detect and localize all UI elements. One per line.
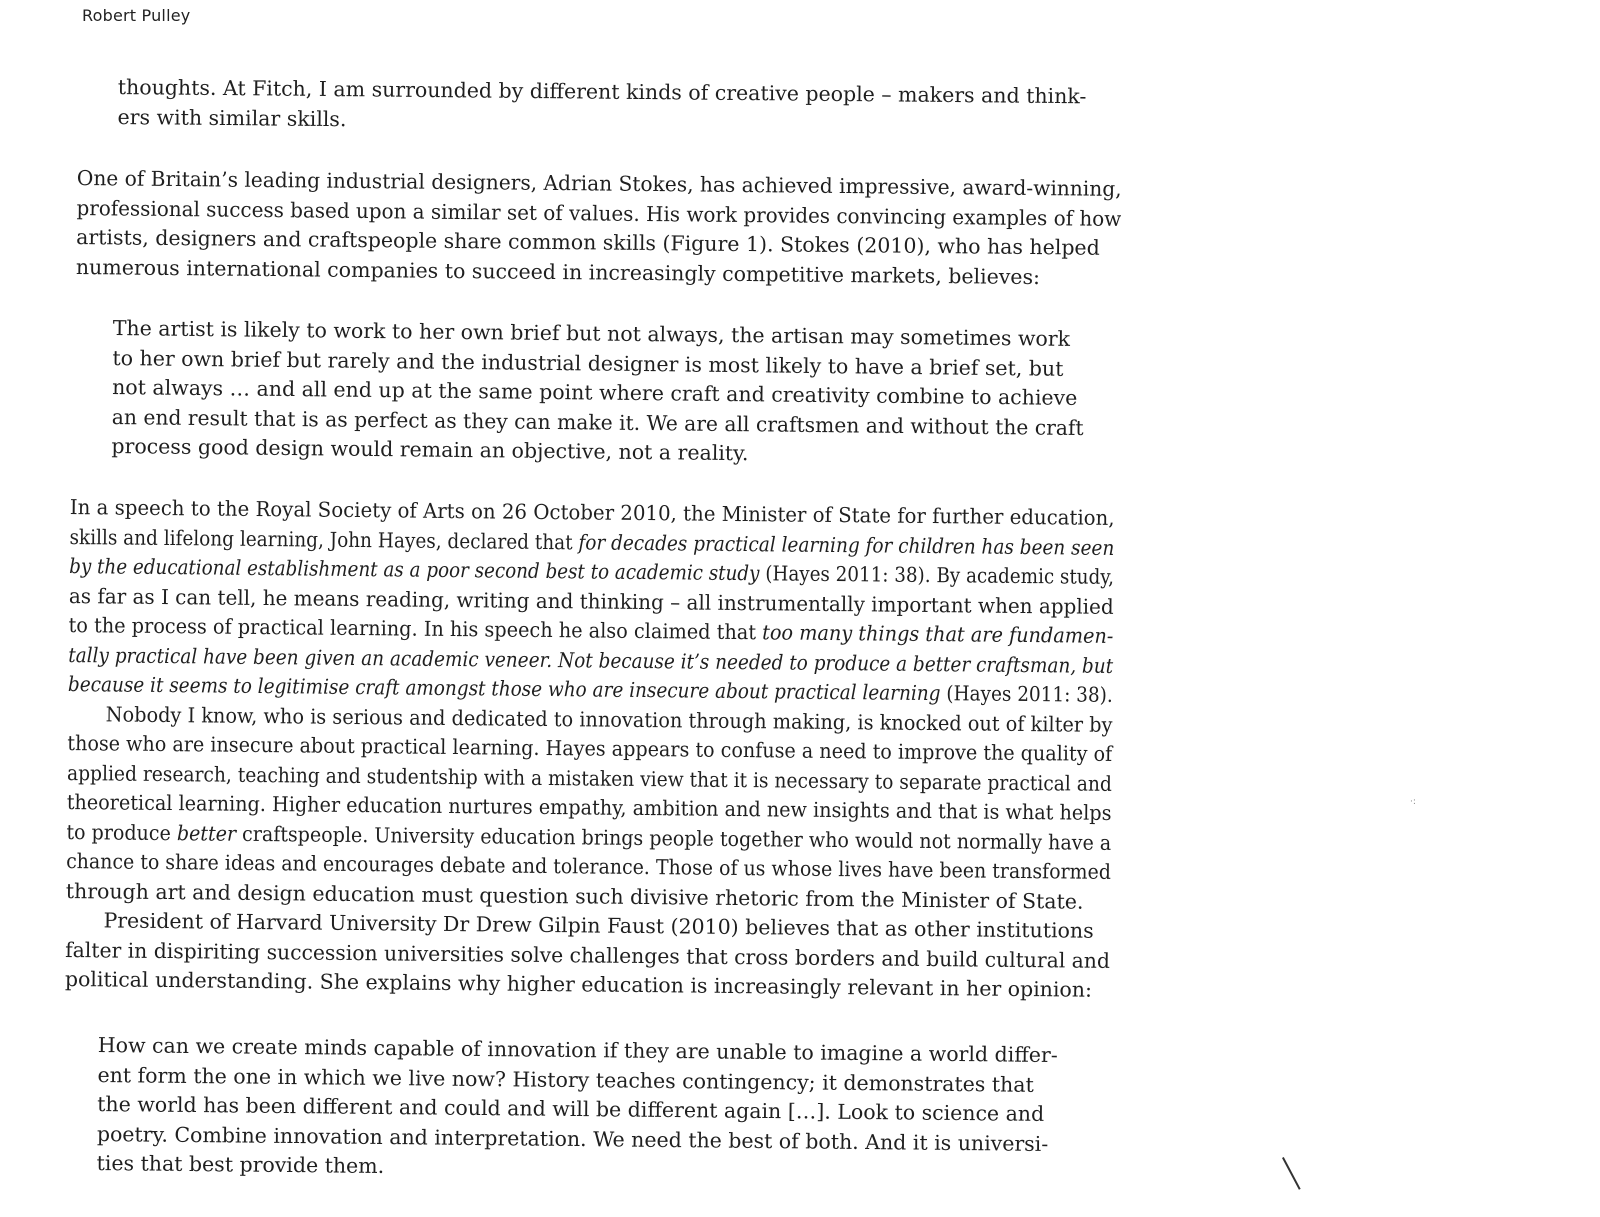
text-line: through art and design education must question such divisive rhetoric from the Minister of State. (65, 878, 1084, 914)
quote-line: the world has been different and could and will be different again […]. Look to science and (97, 1091, 1045, 1126)
quote-line: ent form the one in which we live now? History teaches contingency; it demonstrates that (97, 1062, 1034, 1097)
text-line: One of Britain’s leading industrial designers, Adrian Stokes, has achieved impressive, award-winning, (76, 165, 1122, 201)
block-quote-stokes (111, 314, 1085, 473)
text-run: to produce (66, 819, 178, 845)
body-text-flow (65, 493, 1115, 1005)
paragraph-stokes (76, 164, 1122, 293)
text-line: as far as I can tell, he means reading, writing and thinking – all instrumentally important when applied (68, 583, 1114, 619)
quote-line: an end result that is as perfect as they can make it. We are all craftsmen and without the craft (111, 404, 1084, 440)
quote-line: ties that best provide them. (96, 1150, 385, 1179)
scan-artifact-stroke (1282, 1157, 1301, 1190)
text-line: theoretical learning. Higher education nurtures empathy, ambition and new insights and that is what helps (66, 789, 1112, 825)
text-line: professional success based upon a similar set of values. His work provides convincing examples of how (76, 195, 1122, 231)
quoted-text: for decades practical learning for children has been seen (578, 529, 1115, 560)
text-run: (Hayes 2011: 38). By academic study, (759, 561, 1115, 589)
text-line: President of Harvard University Dr Drew Gilpin Faust (2010) believes that as other institutions (103, 908, 1094, 943)
text-run: skills and lifelong learning, John Hayes, declared that (69, 524, 579, 554)
quote-line: How can we create minds capable of innovation if they are unable to imagine a world differ- (97, 1032, 1058, 1068)
text-line: chance to share ideas and encourages debate and tolerance. Those of us whose lives have been transformed (66, 848, 1112, 884)
text-line: thoughts. At Fitch, I am surrounded by different kinds of creative people – makers and think- (117, 74, 1087, 109)
text-line: political understanding. She explains why higher education is increasingly relevant in her opinion: (64, 966, 1093, 1002)
text-line: In a speech to the Royal Society of Arts on 26 October 2010, the Minister of State for further education, (69, 494, 1115, 530)
quote-line: not always … and all end up at the same point where craft and creativity combine to achieve (112, 374, 1078, 410)
quote-line: poetry. Combine innovation and interpretation. We need the best of both. And it is universi- (96, 1121, 1049, 1156)
block-quote-faust (96, 1031, 1071, 1189)
text-run: (Hayes 2011: 38). (940, 681, 1113, 707)
scan-artifact-speck: ·: (1410, 797, 1416, 807)
continued-paragraph (117, 73, 1103, 141)
text-line: those who are insecure about practical learning. Hayes appears to confuse a need to improve the quality of (67, 730, 1113, 766)
text-run: craftspeople. University education brings people together who would not normally have a (235, 821, 1112, 855)
text-run: to the process of practical learning. In his speech he also claimed that (68, 612, 763, 645)
paragraph-faust (65, 906, 1111, 1005)
paragraph-hayes (68, 493, 1115, 710)
text-line: Nobody I know, who is serious and dedicated to innovation through making, is knocked out of kilter by (105, 701, 1113, 737)
quoted-text: by the educational establishment as a poor second best to academic study (69, 553, 760, 586)
quote-line: The artist is likely to work to her own brief but not always, the artisan may sometimes work (112, 315, 1071, 351)
text-line: applied research, teaching and studentship with a mistaken view that it is necessary to separate practical and (66, 760, 1112, 796)
text-line: ers with similar skills. (117, 104, 347, 131)
quoted-text: tally practical have been given an academic veneer. Not because it’s needed to produce a better craftsman, but (68, 642, 1114, 678)
running-header-author: Robert Pulley (82, 6, 191, 25)
text-line: artists, designers and craftspeople share common skills (Figure 1). Stokes (2010), who has helped (76, 224, 1100, 260)
emphasis: better (176, 820, 237, 846)
text-line: numerous international companies to succeed in increasingly competitive markets, believes: (75, 254, 1041, 289)
quote-line: process good design would remain an objective, not a reality. (111, 433, 749, 466)
paragraph-nobody (66, 699, 1113, 916)
quote-line: to her own brief but rarely and the industrial designer is most likely to have a brief set, but (112, 345, 1064, 381)
quoted-text: because it seems to legitimise craft amongst those who are insecure about practical learning (67, 671, 941, 706)
quoted-text: too many things that are fundamen- (762, 620, 1114, 648)
text-line: falter in dispiriting succession universities solve challenges that cross borders and build cultural and (65, 937, 1111, 973)
